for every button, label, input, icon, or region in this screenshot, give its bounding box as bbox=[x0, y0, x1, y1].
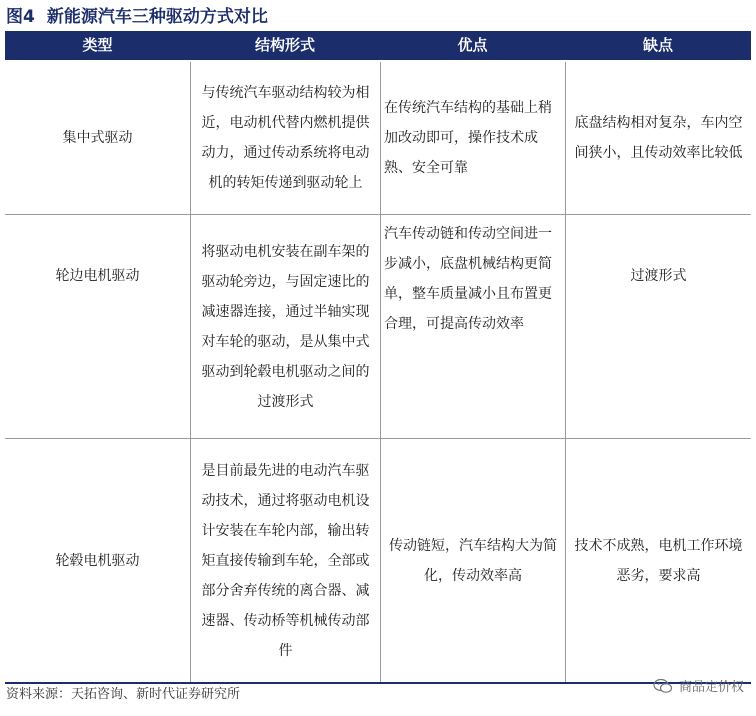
row-structure: 与传统汽车驱动结构较为相近，电动机代替内燃机提供动力，通过传动系统将电动机的转矩传递到驱动轮上 bbox=[190, 62, 380, 214]
header-structure: 结构形式 bbox=[254, 36, 315, 54]
figure-title bbox=[6, 4, 268, 30]
table-row-wheel-side bbox=[5, 215, 751, 438]
table-row-hub-motor bbox=[5, 439, 751, 683]
header-type: 类型 bbox=[82, 36, 113, 54]
row-cons: 技术不成熟，电机工作环境恶劣，要求高 bbox=[565, 439, 751, 683]
watermark bbox=[653, 676, 744, 695]
row-pros: 在传统汽车结构的基础上稍加改动即可，操作技术成熟、安全可靠 bbox=[380, 62, 565, 214]
row-structure: 将驱动电机安装在副车架的驱动轮旁边，与固定速比的减速器连接，通过半轴实现对车轮的驱动，是从集中式驱动到轮毂电机驱动之间的过渡形式 bbox=[190, 215, 380, 438]
watermark-text: 商品定价权 bbox=[678, 680, 744, 695]
table-row-centralized bbox=[5, 62, 751, 214]
row-pros: 传动链短，汽车结构大为简化，传动效率高 bbox=[380, 439, 565, 683]
source-note: 资料来源：天拓咨询、新时代证券研究所 bbox=[6, 687, 241, 702]
row-type: 集中式驱动 bbox=[62, 130, 133, 146]
row-cons: 过渡形式 bbox=[565, 215, 751, 438]
wechat-icon bbox=[653, 678, 673, 694]
figure-label: 图4 bbox=[6, 7, 35, 27]
row-cons: 底盘结构相对复杂，车内空间狭小，且传动效率比较低 bbox=[565, 62, 751, 214]
header-cons: 缺点 bbox=[642, 36, 673, 54]
figure-title-text: 新能源汽车三种驱动方式对比 bbox=[46, 7, 268, 27]
row-pros: 汽车传动链和传动空间进一步减小，底盘机械结构更简单，整车质量减小且布置更合理，可提高传动效率 bbox=[380, 215, 565, 438]
row-type: 轮毂电机驱动 bbox=[55, 553, 140, 569]
row-structure: 是目前最先进的电动汽车驱动技术，通过将驱动电机设计安装在车轮内部，输出转矩直接传输到车轮，全部或部分舍弃传统的离合器、减速器、传动桥等机械传动部件 bbox=[190, 439, 380, 683]
header-pros: 优点 bbox=[457, 36, 488, 54]
row-type: 轮边电机驱动 bbox=[55, 268, 140, 284]
table-header bbox=[5, 31, 751, 60]
